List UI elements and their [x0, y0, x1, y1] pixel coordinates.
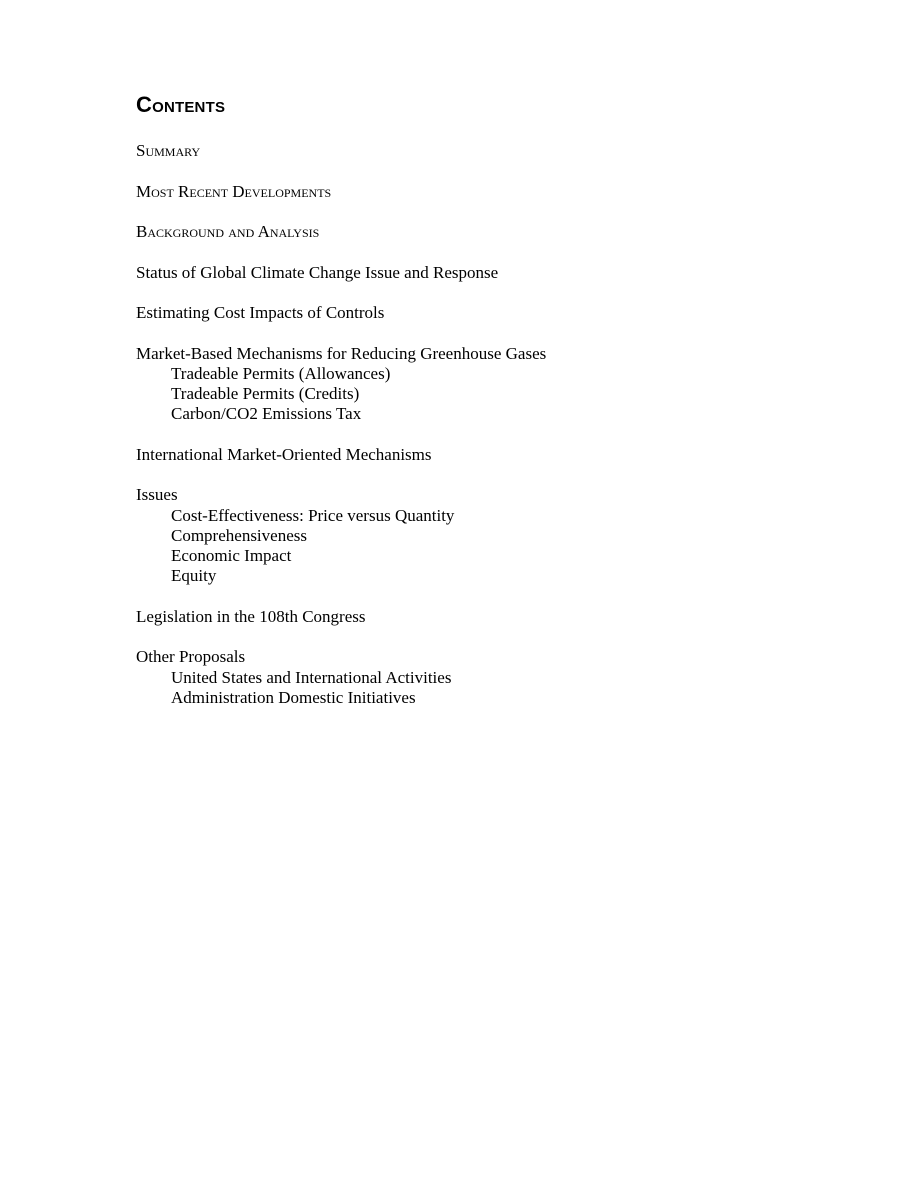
toc-subitem: Equity: [171, 566, 217, 586]
toc-section-status: [136, 263, 836, 283]
toc-heading: Other Proposals: [136, 647, 246, 667]
toc-heading: Most Recent Developments: [136, 181, 332, 201]
toc-heading: International Market-Oriented Mechanisms: [136, 444, 432, 464]
toc-subitem: Tradeable Permits (Credits): [171, 384, 360, 403]
toc-heading: Market-Based Mechanisms for Reducing Greenhouse Gases: [136, 343, 547, 363]
toc-section-most-recent-developments: [136, 182, 836, 202]
toc-section-estimating: [136, 303, 836, 323]
toc-subitem: Economic Impact: [171, 546, 292, 565]
table-of-contents: [136, 141, 836, 728]
toc-heading: Legislation in the 108th Congress: [136, 606, 366, 626]
toc-subitem: Comprehensiveness: [171, 525, 307, 545]
toc-section-issues: [136, 485, 836, 586]
toc-subitem: Carbon/CO2 Emissions Tax: [171, 404, 362, 424]
toc-section-legislation: [136, 607, 836, 627]
toc-section-market-based: [136, 344, 836, 425]
toc-section-background-and-analysis: [136, 222, 836, 242]
toc-subitem: United States and International Activities: [171, 667, 452, 687]
toc-heading: Issues: [136, 485, 178, 505]
toc-heading: Status of Global Climate Change Issue and Response: [136, 262, 499, 282]
toc-section-other-proposals: [136, 647, 836, 708]
toc-subitem: Administration Domestic Initiatives: [171, 687, 416, 707]
toc-heading: Summary: [136, 141, 201, 160]
toc-sublist: [136, 364, 836, 425]
toc-heading: Estimating Cost Impacts of Controls: [136, 303, 385, 322]
toc-sublist: [136, 506, 836, 587]
toc-section-international: [136, 445, 836, 465]
toc-subitem: Cost-Effectiveness: Price versus Quantity: [171, 505, 455, 525]
toc-sublist: [136, 668, 836, 709]
page-title: Contents: [136, 92, 226, 117]
toc-heading: Background and Analysis: [136, 222, 320, 241]
toc-subitem: Tradeable Permits (Allowances): [171, 363, 391, 383]
toc-section-summary: [136, 141, 836, 161]
